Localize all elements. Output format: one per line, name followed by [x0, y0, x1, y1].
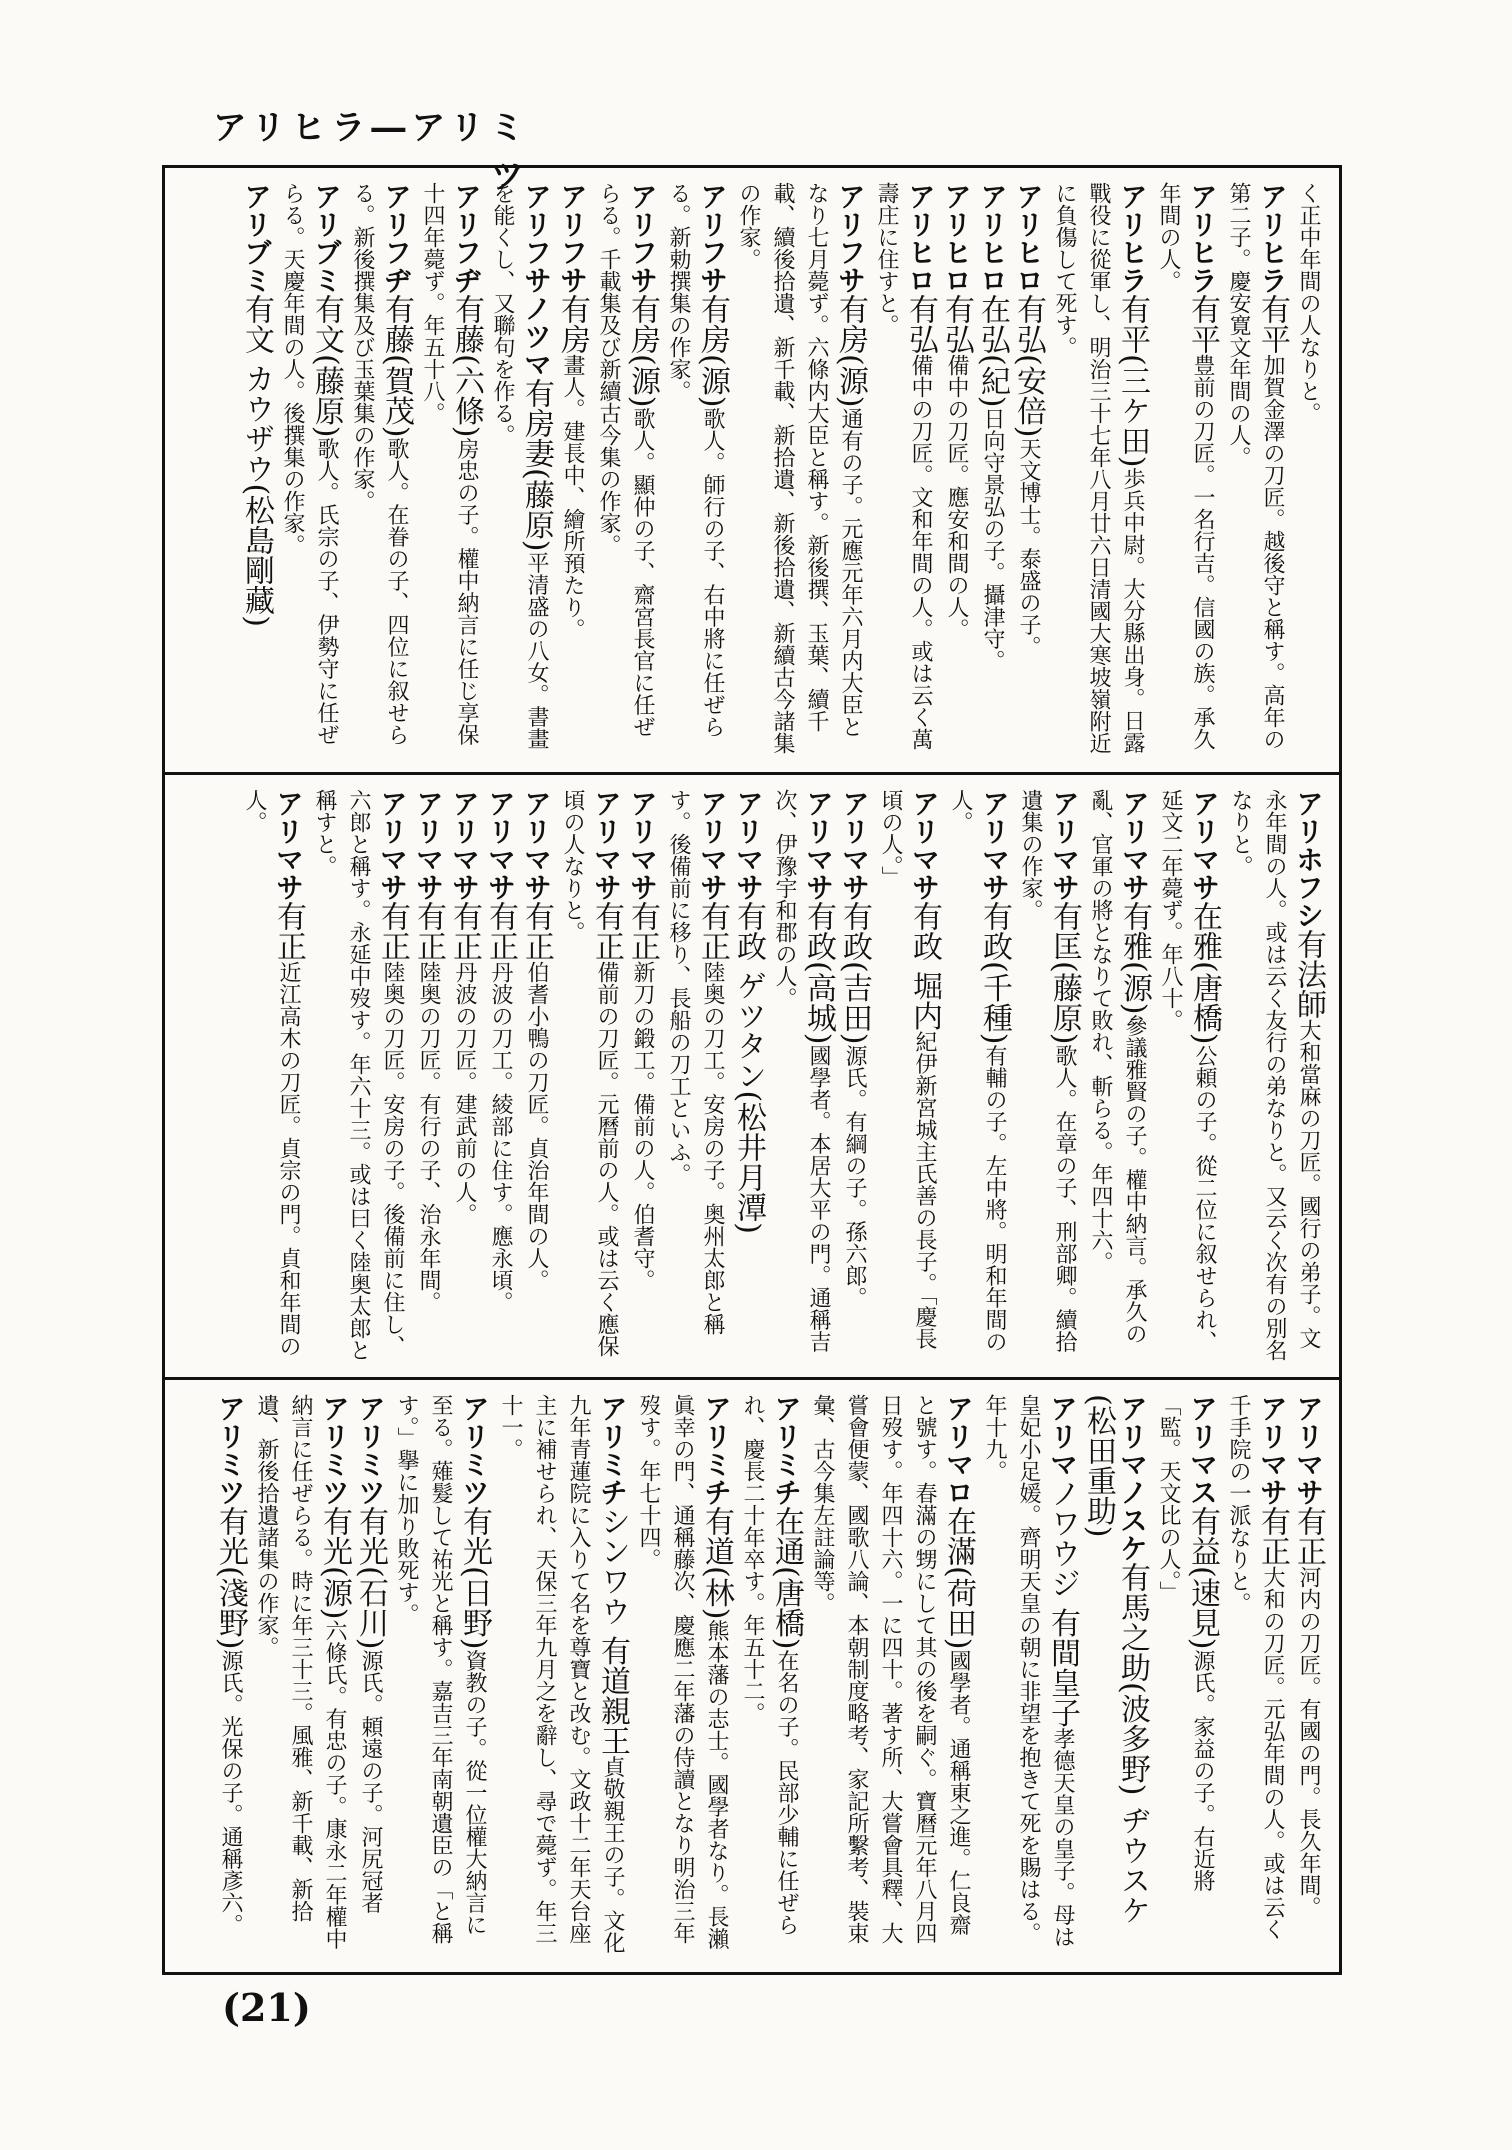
entry-description: 房忠の子。權中納言に任じ享保十四年薨ず。年五十八。 — [420, 182, 479, 746]
entry-description: 歩兵中尉。大分縣出身。日露戰役に從軍し、明治三十七年八月廿六日清國大寒坡嶺附近に負傷して死す。 — [1052, 182, 1145, 754]
entry-description: 貞敬親王の子。文化九年青蓮院に入りて名を尊寶と改む。文政十二年天台座主に補せられ、天保三年九月之を辭し、尋で薨ず。年三十一。 — [498, 1394, 625, 1954]
entry-reading: アリマサ — [484, 789, 517, 901]
entry-description: 通有の子。元應元年六月内大臣となり七月薨ず。六條内大臣と稱す。新後撰、玉葉、續千載、續後拾遺、新千載、新拾遺、新後拾遺、新續古今諸集の作家。 — [736, 182, 863, 754]
dictionary-entry — [837, 775, 871, 1375]
dictionary-entry — [767, 775, 835, 1375]
dictionary-entry — [483, 775, 517, 1375]
entry-description: 丹波の刀匠。建武前の人。 — [452, 961, 477, 1225]
dictionary-entry — [591, 168, 659, 770]
entry-reading: アリフサノツマ — [520, 182, 553, 378]
entry-name: 有雅(源) — [1117, 901, 1152, 1015]
entry-description: 源氏。光保の子。通稱彥六。 — [218, 1649, 243, 1936]
entry-reading: アリブミ — [240, 182, 273, 294]
dictionary-entry — [1151, 168, 1219, 770]
entry-reading: アリミチ — [770, 1394, 803, 1506]
dictionary-entry — [1291, 1380, 1325, 1970]
entry-reading: アリミチ — [596, 1394, 629, 1506]
entry-description: 備前の刀匠。元曆前の人。或は云く應保頃の人なりと。 — [560, 789, 619, 1357]
entry-name: 有政 堀内 — [907, 901, 942, 1031]
entry-description: 孝德天皇の皇子。母は皇妃小足媛。齊明天皇の朝に非望を抱きて死を賜はる。年十九。 — [982, 1394, 1075, 1948]
entry-name: 有平 — [1255, 294, 1290, 354]
entry-name: 有藤(六條) — [449, 294, 484, 438]
entry-reading: アリマス — [1186, 1394, 1219, 1506]
entry-description: 源氏。頼遠の子。河尻冠者 — [358, 1649, 383, 1914]
entry-description: 新刀の鍛工。備前の人。伯耆守。 — [630, 961, 655, 1291]
entry-name: 有正 — [625, 901, 660, 961]
entry-reading: アリヒラ — [1256, 182, 1289, 294]
dictionary-entry — [555, 168, 589, 770]
entry-reading: アリマサ — [1188, 789, 1221, 901]
entry-name: 有政(吉田) — [837, 901, 872, 1045]
dictionary-entry — [213, 1380, 247, 1970]
entry-reading: アリミツ — [354, 1394, 387, 1506]
dictionary-entry — [353, 1380, 387, 1970]
dictionary-entry — [1221, 168, 1289, 770]
entry-name: 有政(高城) — [801, 901, 836, 1045]
dictionary-entry — [411, 775, 445, 1375]
entry-description: 備中の刀匠。文和年間の人。或は云く萬壽庄に住すと。 — [874, 182, 933, 750]
dictionary-frame — [162, 165, 1342, 1975]
dictionary-entry — [555, 775, 623, 1375]
entry-name: 有馬之助(波多野) ヂウスケ(松田重助) — [1081, 1394, 1150, 1925]
entry-reading: アリマサ — [1048, 789, 1081, 901]
entry-description: 在名の子。民部少輔に任ぜられ、慶長二十年卒す。年五十二。 — [740, 1394, 799, 1936]
entry-description: 熊本藩の志士。國學者なり。長瀨眞幸の門、通稱藤次、慶應二年藩の侍讀となり明治三年歿す。年七十四。 — [636, 1394, 729, 1950]
dictionary-entry — [519, 775, 553, 1375]
entry-description: 國學者。本居大平の門。通稱吉次、伊豫宇和郡の人。 — [772, 789, 831, 1353]
dictionary-entry — [735, 1380, 803, 1970]
entry-reading: アリヒラ — [1186, 182, 1219, 294]
entry-description: 河内の刀匠。有國の門。長久年間。 — [1296, 1566, 1321, 1918]
entry-reading: アリホフシ — [1292, 789, 1325, 929]
dictionary-entry — [731, 775, 765, 1375]
entry-name: 有正 — [589, 901, 624, 961]
entry-reading: アリマロ — [942, 1394, 975, 1506]
dictionary-entry — [805, 1380, 975, 1970]
entry-reading: アリマサ — [732, 789, 765, 901]
entry-name: 有政 ゲツタン(松井月潭) — [731, 901, 766, 1234]
entry-reading: アリマサ — [1292, 1394, 1325, 1506]
entry-name: 在通(唐橋) — [769, 1506, 804, 1650]
entry-description: 源氏。有綱の子。孫六郎。 — [842, 1044, 867, 1309]
entry-description: 公頼の子。從二位に叙せられ、延文二年薨ず。年八十。 — [1158, 789, 1217, 1353]
entry-reading: アリフヂ — [380, 182, 413, 294]
entry-description: 大和當麻の刀匠。國行の弟子。文永年間の人。或は云く友行の弟なりと。又云く次有の別名なりと。 — [1228, 789, 1321, 1361]
entry-reading: アリマサ — [626, 789, 659, 901]
entry-reading: アリマサ — [376, 789, 409, 901]
entry-reading: アリマサ — [1256, 1394, 1289, 1506]
dictionary-entry — [345, 168, 413, 770]
band-bottom — [165, 1380, 1339, 1972]
entry-reading: アリマサ — [978, 789, 1011, 901]
entry-name: 有房妻(藤原) — [519, 378, 554, 552]
entry-description: 日向守景弘の子。攝津守。 — [980, 407, 1005, 672]
entry-description: 丹波の刀工。綾部に住す。應永頃。 — [488, 961, 513, 1313]
entry-name: 有房(源) — [625, 294, 660, 408]
entry-name: 有正 — [411, 901, 446, 961]
entry-reading: アリマノスケ — [1116, 1394, 1149, 1562]
entry-name: 有正 — [271, 901, 306, 961]
dictionary-entry — [249, 1380, 351, 1970]
entry-reading: アリヒロ — [1012, 182, 1045, 294]
entry-description: 備中の刀匠。應安和間の人。 — [944, 354, 969, 640]
entry-description: 平清盛の八女。書畫を能くし、又聯句を作る。 — [490, 182, 549, 750]
dictionary-entry — [975, 168, 1009, 770]
dictionary-entry — [1151, 1380, 1219, 1970]
entry-reading: アリヒラ — [1116, 182, 1149, 294]
dictionary-entry — [1081, 1380, 1149, 1970]
entry-reading: アリマサ — [696, 789, 729, 901]
entry-name: 有益(速見) — [1185, 1506, 1220, 1650]
entry-reading: アリヒロ — [904, 182, 937, 294]
dictionary-entry — [239, 168, 273, 770]
entry-description: く正中年間の人なりと。 — [1296, 182, 1321, 424]
dictionary-entry — [307, 775, 409, 1375]
dictionary-entry — [493, 1380, 629, 1970]
dictionary-entry — [1223, 775, 1325, 1375]
dictionary-entry — [1221, 1380, 1289, 1970]
entry-reading: アリブミ — [310, 182, 343, 294]
entry-name: 有正 — [1291, 1506, 1326, 1566]
entry-name: 有政(千種) — [977, 901, 1012, 1045]
dictionary-entry — [1013, 775, 1081, 1375]
entry-reading: アリミツ — [318, 1394, 351, 1506]
dictionary-entry — [731, 168, 867, 770]
dictionary-entry — [1153, 775, 1221, 1375]
entry-name: 有光(日野) — [457, 1506, 492, 1650]
entry-name: 有文 カウザウ(松島剛藏) — [239, 294, 274, 627]
dictionary-entry — [631, 1380, 733, 1970]
entry-reading: アリマサ — [520, 789, 553, 901]
dictionary-entry — [661, 168, 729, 770]
entry-reading: アリフサ — [626, 182, 659, 294]
entry-name: シンワウ 有道親王 — [595, 1506, 630, 1756]
entry-name: 在弘(紀) — [975, 294, 1010, 408]
dictionary-entry — [389, 1380, 491, 1970]
entry-description: 天文博士。泰盛の子。 — [1016, 437, 1041, 658]
entry-description: 豊前の刀匠。一名行吉。信國の族。承久年間の人。 — [1156, 182, 1215, 750]
entry-name: 有匡(藤原) — [1047, 901, 1082, 1045]
page-number: (21) — [222, 1985, 311, 2030]
entry-description: 紀伊新宮城主氏善の長子。「慶長頃の人。」 — [878, 789, 937, 1350]
entry-name: ノワウジ 有間皇子 — [1045, 1478, 1080, 1728]
entry-description: 歌人。在眷の子、四位に叙せらる。新後撰集及び玉葉集の作家。 — [350, 182, 409, 746]
entry-reading: アリミチ — [700, 1394, 733, 1506]
entry-description: 資教の子。從一位權大納言に至る。薙髮して祐光と稱す。嘉吉三年南朝遺臣の「と稱す。」擧に加り敗死す。 — [394, 1394, 487, 1944]
entry-description: 陸奥の刀工。安房の子。奥州太郎と稱す。後備前に移り、長船の刀工といふ。 — [666, 789, 725, 1335]
entry-description: 源氏。家益の子。右近將「監。天文比の人。」 — [1156, 1394, 1215, 1892]
entry-name: 有道(林) — [699, 1506, 734, 1620]
entry-name: 有平 — [1185, 294, 1220, 354]
entry-description: 加賀金澤の刀匠。越後守と稱す。高年の第二子。慶安寛文年間の人。 — [1226, 182, 1285, 750]
entry-name: 有弘 — [939, 294, 974, 354]
entry-reading: アリフヂ — [450, 182, 483, 294]
entry-name: 有光(源) — [317, 1506, 352, 1620]
entry-description: 大和の刀匠。元弘年間の人。或は云く千手院の一派なりと。 — [1226, 1394, 1285, 1940]
running-header: アリヒラ―アリミツ — [212, 108, 530, 197]
entry-reading: アリミツ — [458, 1394, 491, 1506]
dictionary-entry — [873, 775, 941, 1375]
dictionary-entry — [1011, 168, 1045, 770]
entry-reading: アリマサ — [1118, 789, 1151, 901]
entry-name: 在雅(唐橋) — [1187, 901, 1222, 1045]
entry-reading: アリフサ — [696, 182, 729, 294]
entry-name: 有正 — [447, 901, 482, 961]
entry-reading: アリマサ — [802, 789, 835, 901]
entry-description: 國學者。通稱東之進。仁良齋と號す。春滿の甥にして其の後を嗣ぐ。寶曆元年八月四日歿す。年四十六。一に四十。著す所、大嘗會具釋、大嘗會便蒙、國歌八論、本朝制度略考、家記所繫考、裝束彙、古今集左註論等。 — [810, 1394, 971, 1944]
entry-reading: アリマサ — [838, 789, 871, 901]
entry-name: 有房(源) — [695, 294, 730, 408]
dictionary-entry — [447, 775, 481, 1375]
entry-reading: アリヒロ — [976, 182, 1009, 294]
entry-description: 參議雅賢の子。權中納言。承久の亂、官軍の將となりて敗れ、斬らる。年四十六。 — [1088, 789, 1147, 1345]
entry-name: 有正 — [375, 901, 410, 961]
entry-reading: アリマサ — [272, 789, 305, 901]
entry-reading: アリヒロ — [940, 182, 973, 294]
dictionary-entry — [869, 168, 937, 770]
entry-description: 歌人。師行の子、右中將に任ぜらる。新勅撰集の作家。 — [666, 182, 725, 738]
dictionary-entry — [485, 168, 553, 770]
dictionary-entry — [1083, 775, 1151, 1375]
entry-reading: アリフサ — [556, 182, 589, 294]
entry-description: 近江高木の刀匠。貞宗の門。貞和年間の人。 — [242, 789, 301, 1357]
entry-reading: アリマサ — [412, 789, 445, 901]
entry-description: 畫人。建長中、繪所預たり。 — [560, 354, 585, 640]
dictionary-entry — [275, 168, 343, 770]
entry-description: 陸奥の刀匠。安房の子。後備前に住し、六郎と稱す。永延中歿す。年六十三。或は曰く陸奥太郎と稱すと。 — [312, 789, 405, 1361]
entry-reading: アリミツ — [214, 1394, 247, 1506]
entry-name: 有藤(賀茂) — [379, 294, 414, 438]
dictionary-entry — [1291, 168, 1325, 770]
entry-reading: アリマサ — [908, 789, 941, 901]
dictionary-entry — [977, 1380, 1079, 1970]
entry-description: 歌人。顯仲の子、齋宮長官に任ぜらる。千載集及び新續古今集の作家。 — [596, 182, 655, 738]
entry-description: 歌人。氏宗の子、伊勢守に任ぜらる。天慶年間の人。後撰集の作家。 — [280, 182, 339, 746]
dictionary-entry — [237, 775, 305, 1375]
dictionary-entry — [1047, 168, 1149, 770]
entry-description: 伯耆小鴨の刀匠。貞治年間の人。 — [524, 961, 549, 1291]
entry-name: 有正 — [519, 901, 554, 961]
entry-name: 有法師 — [1291, 929, 1326, 1019]
entry-name: 有正 — [695, 901, 730, 961]
entry-name: 有正 — [1255, 1506, 1290, 1566]
dictionary-entry — [943, 775, 1011, 1375]
entry-name: 有平(三ケ田) — [1115, 294, 1150, 468]
entry-name: 有房(源) — [833, 294, 868, 408]
entry-name: 有正 — [483, 901, 518, 961]
dictionary-entry — [625, 775, 659, 1375]
dictionary-entry — [415, 168, 483, 770]
entry-reading: アリフサ — [834, 182, 867, 294]
entry-name: 在滿(荷田) — [941, 1506, 976, 1650]
entry-reading: アリマサ — [590, 789, 623, 901]
dictionary-entry — [661, 775, 729, 1375]
dictionary-entry — [939, 168, 973, 770]
entry-name: 有光(淺野) — [213, 1506, 248, 1650]
entry-name: 有房 — [555, 294, 590, 354]
entry-name: 有弘 — [903, 294, 938, 354]
band-top — [165, 168, 1339, 775]
band-middle — [165, 775, 1339, 1380]
entry-name: 有文(藤原) — [309, 294, 344, 438]
entry-name: 有弘(安倍) — [1011, 294, 1046, 438]
entry-reading: アリマ — [1046, 1394, 1079, 1478]
entry-description: 陸奥の刀匠。有行の子、治永年間。 — [416, 961, 441, 1313]
entry-reading: アリマサ — [448, 789, 481, 901]
entry-description: 有輔の子。左中將。明和年間の人。 — [948, 789, 1007, 1353]
entry-description: 歌人。在章の子、刑部卿。續拾遺集の作家。 — [1018, 789, 1077, 1353]
entry-name: 有光(石川) — [353, 1506, 388, 1650]
entry-description: 六條氏。有忠の子。康永二年權中納言に任ぜらる。時に年三十三。風雅、新千載、新拾遺、新後拾遺諸集の作家。 — [254, 1394, 347, 1950]
